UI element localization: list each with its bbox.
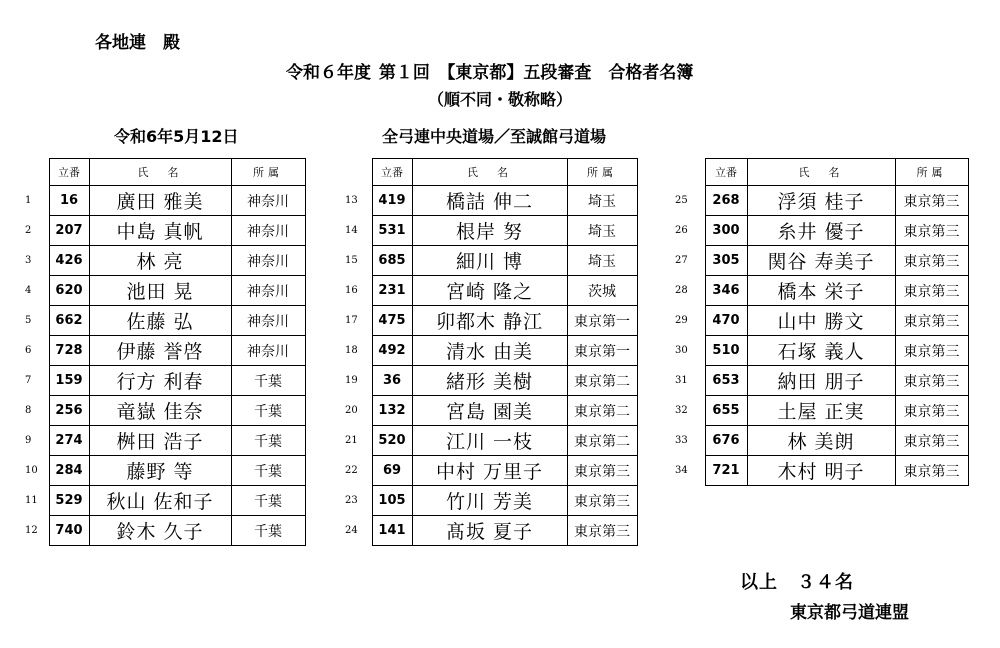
organization-name: 東京都弓道連盟 — [790, 603, 909, 623]
row-number-header — [675, 159, 705, 186]
affiliation: 埼玉 — [567, 246, 637, 276]
row-number: 34 — [675, 465, 688, 476]
affiliation: 東京第一 — [567, 336, 637, 366]
document-title: 令和６年度 第１回 【東京都】五段審査 合格者名簿 — [286, 63, 694, 83]
table-row — [345, 186, 637, 216]
member-name: 林 亮 — [89, 246, 231, 276]
member-name: 橋詰 伸二 — [412, 186, 567, 216]
member-name: 清水 由美 — [412, 336, 567, 366]
row-number: 4 — [25, 285, 32, 296]
member-name: 卯都木 静江 — [412, 306, 567, 336]
member-name: 根岸 努 — [412, 216, 567, 246]
row-number-header — [345, 159, 372, 186]
member-name: 藤野 等 — [89, 456, 231, 486]
entry-number: 620 — [49, 276, 89, 306]
affiliation: 東京第三 — [567, 486, 637, 516]
number-header: 立番 — [49, 159, 89, 186]
row-number: 18 — [345, 345, 358, 356]
entry-number: 740 — [49, 516, 89, 546]
roster-header-row — [675, 159, 968, 186]
affiliation: 東京第三 — [895, 186, 968, 216]
entry-number: 16 — [49, 186, 89, 216]
member-name: 細川 博 — [412, 246, 567, 276]
affiliation: 神奈川 — [231, 186, 305, 216]
roster-table-1 — [25, 158, 306, 546]
member-name: 糸井 優子 — [747, 216, 895, 246]
affiliation: 千葉 — [231, 426, 305, 456]
member-name: 中村 万里子 — [412, 456, 567, 486]
affiliation-header: 所属 — [895, 159, 968, 186]
row-number: 22 — [345, 465, 358, 476]
table-row — [25, 426, 305, 456]
row-number: 21 — [345, 435, 358, 446]
row-number: 1 — [25, 195, 32, 206]
member-name: 中島 真帆 — [89, 216, 231, 246]
name-header: 氏 名 — [412, 159, 567, 186]
table-row — [25, 366, 305, 396]
member-name: 橋本 栄子 — [747, 276, 895, 306]
row-number: 16 — [345, 285, 358, 296]
row-number: 31 — [675, 375, 688, 386]
row-number: 24 — [345, 525, 358, 536]
member-name: 浮須 桂子 — [747, 186, 895, 216]
affiliation: 東京第三 — [567, 516, 637, 546]
entry-number: 300 — [705, 216, 747, 246]
table-row — [675, 396, 968, 426]
affiliation-header: 所属 — [567, 159, 637, 186]
member-name: 宮島 園美 — [412, 396, 567, 426]
table-row — [25, 516, 305, 546]
row-number: 10 — [25, 465, 38, 476]
row-number: 23 — [345, 495, 358, 506]
row-number: 20 — [345, 405, 358, 416]
affiliation: 神奈川 — [231, 306, 305, 336]
row-number: 8 — [25, 405, 32, 416]
table-row — [25, 396, 305, 426]
table-row — [345, 486, 637, 516]
entry-number: 268 — [705, 186, 747, 216]
affiliation: 茨城 — [567, 276, 637, 306]
roster-header-row — [25, 159, 305, 186]
member-name: 伊藤 誉啓 — [89, 336, 231, 366]
member-name: 納田 朋子 — [747, 366, 895, 396]
row-number: 5 — [25, 315, 32, 326]
affiliation: 千葉 — [231, 456, 305, 486]
entry-number: 284 — [49, 456, 89, 486]
row-number: 25 — [675, 195, 688, 206]
row-number: 27 — [675, 255, 688, 266]
table-row — [675, 426, 968, 456]
table-row — [25, 306, 305, 336]
table-row — [25, 456, 305, 486]
member-name: 廣田 雅美 — [89, 186, 231, 216]
member-name: 竜嶽 佳奈 — [89, 396, 231, 426]
table-row — [25, 486, 305, 516]
entry-number: 728 — [49, 336, 89, 366]
member-name: 関谷 寿美子 — [747, 246, 895, 276]
affiliation: 千葉 — [231, 516, 305, 546]
member-name: 行方 利春 — [89, 366, 231, 396]
affiliation: 神奈川 — [231, 336, 305, 366]
row-number: 19 — [345, 375, 358, 386]
affiliation: 東京第一 — [567, 306, 637, 336]
affiliation: 東京第三 — [895, 336, 968, 366]
member-name: 石塚 義人 — [747, 336, 895, 366]
entry-number: 470 — [705, 306, 747, 336]
affiliation: 東京第三 — [895, 276, 968, 306]
number-header: 立番 — [705, 159, 747, 186]
roster-table-3 — [675, 158, 969, 486]
entry-number: 132 — [372, 396, 412, 426]
table-row — [675, 456, 968, 486]
entry-number: 159 — [49, 366, 89, 396]
table-row — [345, 216, 637, 246]
name-header: 氏 名 — [89, 159, 231, 186]
table-row — [25, 276, 305, 306]
entry-number: 105 — [372, 486, 412, 516]
affiliation: 埼玉 — [567, 186, 637, 216]
member-name: 林 美朗 — [747, 426, 895, 456]
row-number: 6 — [25, 345, 32, 356]
affiliation: 東京第二 — [567, 396, 637, 426]
row-number: 29 — [675, 315, 688, 326]
affiliation-header: 所属 — [231, 159, 305, 186]
roster-header-row — [345, 159, 637, 186]
entry-number: 346 — [705, 276, 747, 306]
entry-number: 475 — [372, 306, 412, 336]
table-row — [345, 246, 637, 276]
name-header: 氏 名 — [747, 159, 895, 186]
affiliation: 東京第三 — [895, 246, 968, 276]
entry-number: 531 — [372, 216, 412, 246]
affiliation: 東京第二 — [567, 366, 637, 396]
row-number: 15 — [345, 255, 358, 266]
entry-number: 426 — [49, 246, 89, 276]
table-row — [675, 246, 968, 276]
entry-number: 721 — [705, 456, 747, 486]
roster-body — [345, 186, 637, 546]
entry-number: 256 — [49, 396, 89, 426]
entry-number: 419 — [372, 186, 412, 216]
affiliation: 神奈川 — [231, 246, 305, 276]
table-row — [675, 336, 968, 366]
member-name: 池田 晃 — [89, 276, 231, 306]
table-row — [675, 216, 968, 246]
affiliation: 千葉 — [231, 396, 305, 426]
row-number: 12 — [25, 525, 38, 536]
member-name: 土屋 正実 — [747, 396, 895, 426]
entry-number: 685 — [372, 246, 412, 276]
table-row — [675, 186, 968, 216]
row-number: 13 — [345, 195, 358, 206]
member-name: 木村 明子 — [747, 456, 895, 486]
table-row — [675, 276, 968, 306]
table-row — [345, 306, 637, 336]
entry-number: 274 — [49, 426, 89, 456]
affiliation: 神奈川 — [231, 276, 305, 306]
table-row — [345, 336, 637, 366]
row-number: 3 — [25, 255, 32, 266]
affiliation: 東京第二 — [567, 426, 637, 456]
entry-number: 676 — [705, 426, 747, 456]
entry-number: 69 — [372, 456, 412, 486]
table-row — [25, 246, 305, 276]
table-row — [345, 396, 637, 426]
affiliation: 千葉 — [231, 486, 305, 516]
entry-number: 510 — [705, 336, 747, 366]
row-number: 28 — [675, 285, 688, 296]
member-name: 宮崎 隆之 — [412, 276, 567, 306]
row-number: 30 — [675, 345, 688, 356]
table-row — [345, 276, 637, 306]
entry-number: 36 — [372, 366, 412, 396]
entry-number: 492 — [372, 336, 412, 366]
document-subtitle: （順不同・敬称略） — [428, 90, 573, 109]
exam-venue: 全弓連中央道場／至誠館弓道場 — [382, 127, 607, 146]
addressee: 各地連 殿 — [95, 33, 180, 53]
entry-number: 653 — [705, 366, 747, 396]
table-row — [345, 456, 637, 486]
member-name: 佐藤 弘 — [89, 306, 231, 336]
table-row — [25, 336, 305, 366]
affiliation: 神奈川 — [231, 216, 305, 246]
table-row — [345, 366, 637, 396]
row-number: 32 — [675, 405, 688, 416]
table-row — [345, 516, 637, 546]
row-number: 26 — [675, 225, 688, 236]
affiliation: 東京第三 — [895, 426, 968, 456]
member-name: 江川 一枝 — [412, 426, 567, 456]
member-name: 桝田 浩子 — [89, 426, 231, 456]
member-name: 緒形 美樹 — [412, 366, 567, 396]
entry-number: 520 — [372, 426, 412, 456]
entry-number: 529 — [49, 486, 89, 516]
affiliation: 東京第三 — [895, 396, 968, 426]
total-count: 以上 ３４名 — [740, 572, 854, 593]
roster-table-2 — [345, 158, 638, 546]
member-name: 秋山 佐和子 — [89, 486, 231, 516]
entry-number: 231 — [372, 276, 412, 306]
entry-number: 655 — [705, 396, 747, 426]
row-number: 7 — [25, 375, 32, 386]
entry-number: 662 — [49, 306, 89, 336]
affiliation: 東京第三 — [895, 306, 968, 336]
affiliation: 埼玉 — [567, 216, 637, 246]
entry-number: 305 — [705, 246, 747, 276]
affiliation: 東京第三 — [895, 366, 968, 396]
row-number: 14 — [345, 225, 358, 236]
row-number: 33 — [675, 435, 688, 446]
table-row — [25, 216, 305, 246]
exam-date: 令和6年5月12日 — [114, 127, 239, 146]
row-number: 17 — [345, 315, 358, 326]
affiliation: 東京第三 — [567, 456, 637, 486]
row-number: 11 — [25, 495, 38, 506]
roster-body — [25, 186, 305, 546]
number-header: 立番 — [372, 159, 412, 186]
entry-number: 141 — [372, 516, 412, 546]
member-name: 鈴木 久子 — [89, 516, 231, 546]
affiliation: 東京第三 — [895, 456, 968, 486]
entry-number: 207 — [49, 216, 89, 246]
table-row — [25, 186, 305, 216]
member-name: 山中 勝文 — [747, 306, 895, 336]
member-name: 髙坂 夏子 — [412, 516, 567, 546]
table-row — [675, 306, 968, 336]
table-row — [675, 366, 968, 396]
affiliation: 千葉 — [231, 366, 305, 396]
roster-body — [675, 186, 968, 486]
affiliation: 東京第三 — [895, 216, 968, 246]
table-row — [345, 426, 637, 456]
row-number-header — [25, 159, 49, 186]
member-name: 竹川 芳美 — [412, 486, 567, 516]
row-number: 2 — [25, 225, 32, 236]
row-number: 9 — [25, 435, 32, 446]
